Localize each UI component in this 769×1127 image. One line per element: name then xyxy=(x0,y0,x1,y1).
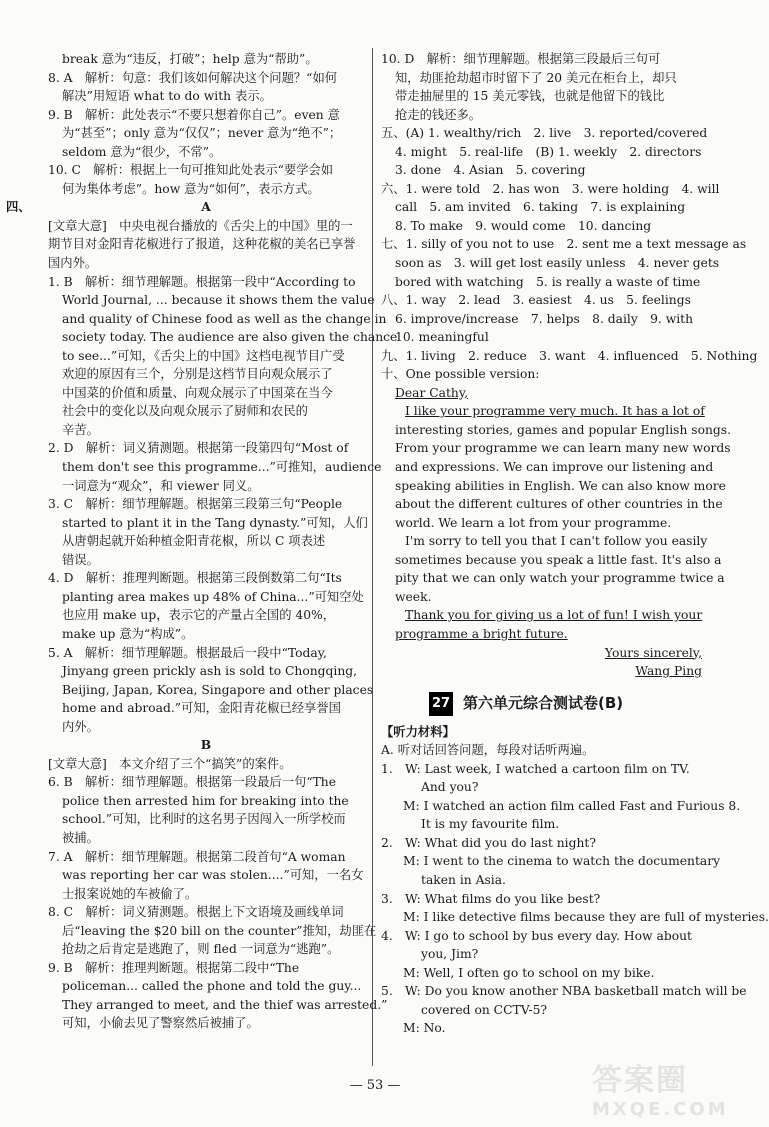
text-line-content: 8. C 解析：词义猜测题。根据上下文语境及画线单词 xyxy=(48,905,344,920)
text-line xyxy=(48,50,364,69)
text-line-content: 可知，小偷去见了警察然后被捕了。 xyxy=(62,1016,259,1031)
watermark-logo xyxy=(592,1055,742,1123)
text-line-content: 3. done 4. Asian 5. covering xyxy=(395,163,586,178)
text-line xyxy=(6,198,364,217)
text-line-content: B xyxy=(200,737,212,753)
text-line-content: 抢劫之后肯定是逃跑了，则 fled 一词意为“逃跑”。 xyxy=(62,942,340,957)
text-line xyxy=(48,180,364,199)
text-line-content: 十、One possible version: xyxy=(381,367,540,382)
text-line xyxy=(48,532,364,551)
text-line-content: 欢迎的原因有三个，分别是这档节目向观众展示了 xyxy=(62,367,333,382)
text-line xyxy=(48,254,364,273)
text-line-content: 社会中的变化以及向观众展示了厨师和农民的 xyxy=(62,404,308,419)
text-line xyxy=(48,829,364,848)
text-line xyxy=(381,143,702,162)
text-line-content: make up 意为“构成”。 xyxy=(62,626,194,641)
text-line-content: 1. B 解析：细节理解题。根据第一段中“According to xyxy=(48,274,356,289)
text-line-content: 抢走的钱还多。 xyxy=(395,107,482,122)
text-line xyxy=(48,959,364,978)
text-line-content: 为“甚至”；only 意为“仅仅”；never 意为“绝不”； xyxy=(62,126,342,141)
text-line-content: policeman... called the phone and told the guy... xyxy=(62,979,362,994)
text-line xyxy=(48,328,398,347)
text-line-content: I like your programme very much. It has a lot of xyxy=(405,404,705,419)
text-line xyxy=(381,347,758,366)
text-line xyxy=(381,254,720,273)
text-line xyxy=(48,87,364,106)
text-line-content: 九、1. living 2. reduce 3. want 4. influenced 5. Nothing xyxy=(381,348,758,363)
text-line xyxy=(48,514,368,533)
text-line-content: 6. B 解析：细节理解题。根据第一段最后一句“The xyxy=(48,775,337,790)
text-line-content: bored with watching 5. is really a waste of time xyxy=(395,274,701,289)
text-line-content: 被捕。 xyxy=(62,830,99,845)
text-line-content: 9. B 解析：此处表示“不要只想着你自己”。even 意 xyxy=(48,107,340,122)
text-line xyxy=(381,1001,702,1020)
column-divider xyxy=(372,48,373,1066)
text-line-content: 后“leaving the $20 bill on the counter”推知，劫匪在 xyxy=(62,923,377,938)
left-column xyxy=(6,50,398,1033)
text-line-content: Wang Ping xyxy=(635,664,702,679)
text-line xyxy=(381,365,702,384)
text-line xyxy=(48,161,364,180)
text-line xyxy=(381,945,702,964)
text-line-content: M: I like detective films because they are full of mysteries. xyxy=(403,910,769,925)
text-line xyxy=(381,890,702,909)
text-line xyxy=(48,885,364,904)
text-line-content: [文章大意] 中央电视台播放的《舌尖上的中国》里的一 xyxy=(48,218,353,233)
text-line-content: 3. C 解析：细节理解题。根据第三段第三句“People xyxy=(48,497,343,512)
text-line xyxy=(48,940,364,959)
text-line-content: And you? xyxy=(421,780,479,795)
text-line-content: 1. W: Last week, I watched a cartoon film on TV. xyxy=(381,761,690,776)
text-line-content: It is my favourite film. xyxy=(421,817,560,832)
text-line xyxy=(48,310,387,329)
text-line-content: 带走抽屉里的 15 美元零钱，也就是他留下的钱比 xyxy=(395,89,665,104)
text-line xyxy=(48,848,364,867)
text-line-content: 9. B 解析：推理判断题。根据第二段中“The xyxy=(48,960,300,975)
text-line xyxy=(381,760,702,779)
text-line xyxy=(48,69,364,88)
text-line xyxy=(381,291,702,310)
text-line xyxy=(381,69,702,88)
text-line xyxy=(48,477,364,496)
text-line-content: 7. A 解析：细节理解题。根据第二段首句“A woman xyxy=(48,849,346,864)
text-line-content: 六、1. were told 2. has won 3. were holding 4. will xyxy=(381,181,720,196)
text-line xyxy=(48,495,364,514)
text-line-content: sometimes because you speak a little fast. It's also a xyxy=(395,552,722,567)
text-line xyxy=(381,723,702,742)
text-line xyxy=(48,439,364,458)
text-line-content: Beijing, Japan, Korea, Singapore and other places xyxy=(62,682,374,697)
text-line xyxy=(381,551,722,570)
text-line-content: 2. D 解析：词义猜测题。根据第一段第四句“Most of xyxy=(48,441,349,456)
text-line xyxy=(48,365,364,384)
text-line xyxy=(381,106,702,125)
text-line xyxy=(48,347,364,366)
text-line xyxy=(381,964,702,983)
text-line-content: police then arrested him for breaking into the xyxy=(62,793,349,808)
text-line-content: World Journal, ... because it shows them the value xyxy=(62,293,375,308)
text-line xyxy=(381,180,720,199)
text-line-content: about the different cultures of other countries in the xyxy=(395,497,723,512)
text-line xyxy=(48,384,364,403)
text-line xyxy=(381,778,702,797)
page-number: — 53 — xyxy=(349,1078,401,1093)
text-line-content: 6. improve/increase 7. helps 8. daily 9. with xyxy=(395,311,694,326)
text-line xyxy=(381,421,731,440)
text-line-content: call 5. am invited 6. taking 7. is explaining xyxy=(395,200,686,215)
text-line-content: Dear Cathy, xyxy=(395,385,469,400)
text-line xyxy=(381,625,702,644)
right-column xyxy=(381,50,769,1038)
text-line-content: 辛苦。 xyxy=(62,422,99,437)
text-line-content: started to plant it in the Tang dynasty.”可知，人们 xyxy=(62,515,368,530)
text-line-content: to see...”可知，《舌尖上的中国》这档电视节目广受 xyxy=(62,348,345,363)
text-line xyxy=(48,922,377,941)
text-line xyxy=(381,644,702,663)
text-line-content: 也应用 make up，表示它的产量占全国的 40%， xyxy=(62,608,336,623)
text-line-content: break 意为“违反，打破”；help 意为“帮助”。 xyxy=(62,52,318,66)
text-line xyxy=(48,736,364,755)
text-line-content: 内外。 xyxy=(62,719,99,734)
text-line-content: home and abroad.”可知，金阳青花椒已经享誉国 xyxy=(62,701,341,716)
text-line-content: 中国菜的价值和质量、向观众展示了中国菜在当今 xyxy=(62,385,333,400)
text-line xyxy=(48,792,364,811)
text-line xyxy=(48,903,364,922)
text-line xyxy=(48,866,364,885)
text-line xyxy=(48,217,364,236)
text-line xyxy=(381,927,702,946)
text-line xyxy=(48,718,364,737)
text-line-content: 错误。 xyxy=(62,552,99,567)
text-line xyxy=(381,198,702,217)
text-line xyxy=(48,977,364,996)
text-line-content: school.”可知，比利时的这名男子因闯入一所学校而 xyxy=(62,812,346,827)
watermark-url: MXQE.COM xyxy=(592,1099,729,1120)
text-line xyxy=(48,996,388,1015)
text-line xyxy=(381,273,702,292)
text-line xyxy=(48,1014,364,1033)
text-line-content: [文章大意] 本文介绍了三个“搞笑”的案件。 xyxy=(48,756,292,771)
text-line-content: 国内外。 xyxy=(48,256,98,271)
text-line xyxy=(48,551,364,570)
text-line xyxy=(48,291,375,310)
text-line xyxy=(381,797,741,816)
text-line xyxy=(381,662,702,681)
text-line-content: 8. To make 9. would come 10. dancing xyxy=(395,218,652,233)
text-line xyxy=(48,273,364,292)
text-line-content: 【听力材料】 xyxy=(381,723,455,739)
text-line xyxy=(48,143,364,162)
text-line xyxy=(48,124,364,143)
text-line xyxy=(48,773,364,792)
text-line xyxy=(381,514,702,533)
text-line-content: A. 听对话回答问题，每段对话听两遍。 xyxy=(381,743,595,758)
text-line-content: you, Jim? xyxy=(421,947,479,962)
text-line xyxy=(48,681,374,700)
text-line xyxy=(381,606,702,625)
text-line-content: 4. might 5. real-life (B) 1. weekly 2. directors xyxy=(395,144,702,159)
text-line-content: Yours sincerely, xyxy=(604,645,702,660)
text-line-content: 从唐朝起就开始种植金阳青花椒，所以 C 项表述 xyxy=(62,534,326,549)
text-line-content: Jinyang green prickly ash is sold to Chongqing, xyxy=(62,664,358,679)
unit-heading xyxy=(381,691,702,717)
text-line-content: pity that we can only watch your programme twice a xyxy=(395,571,725,586)
text-line-content: them don't see this programme...”可推知，audience xyxy=(62,460,382,475)
text-line-content: world. We learn a lot from your programme. xyxy=(395,515,672,530)
text-line-content: M: I went to the cinema to watch the documentary xyxy=(403,854,721,869)
text-line xyxy=(48,588,364,607)
text-line-content: 3. W: What films do you like best? xyxy=(381,891,601,906)
text-line xyxy=(48,106,364,125)
text-line-content: 4. D 解析：推理判断题。根据第三段倒数第二句“Its xyxy=(48,571,342,586)
text-line xyxy=(48,699,364,718)
text-line-content: 10. C 解析：根据上一句可推知此处表示“要学会如 xyxy=(48,163,334,178)
text-line xyxy=(48,625,364,644)
text-line xyxy=(381,852,721,871)
text-line-content: 八、1. way 2. lead 3. easiest 4. us 5. feelings xyxy=(381,293,691,308)
text-line xyxy=(48,810,364,829)
text-line xyxy=(381,477,726,496)
text-line xyxy=(381,50,702,69)
text-line-content: speaking abilities in English. We can also know more xyxy=(395,478,726,493)
text-line-content: 七、1. silly of you not to use 2. sent me a text message as xyxy=(381,237,747,252)
text-line-content: 10. meaningful xyxy=(395,330,489,345)
text-line-content: 期节目对金阳青花椒进行了报道，这种花椒的美名已享誉 xyxy=(48,237,356,252)
text-line-content: 5. W: Do you know another NBA basketball match will be xyxy=(381,984,747,999)
text-line xyxy=(381,402,705,421)
text-line-content: M: I watched an action film called Fast and Furious 8. xyxy=(403,798,741,813)
text-line-content: society today. The audience are also given the chance xyxy=(62,330,398,345)
text-line-content: planting area makes up 48% of China...”可知空处 xyxy=(62,589,364,604)
text-line-content: I'm sorry to tell you that I can't follow you easily xyxy=(405,534,708,549)
text-line xyxy=(381,217,702,236)
section-number: 四、 xyxy=(6,199,31,215)
text-line xyxy=(381,124,708,143)
text-line-content: From your programme we can learn many new words xyxy=(395,441,731,456)
text-line xyxy=(381,458,714,477)
text-line-content: 10. D 解析：细节理解题。根据第三段最后三句可 xyxy=(381,52,661,66)
text-line xyxy=(381,1019,702,1038)
text-line xyxy=(381,588,702,607)
text-line xyxy=(48,235,364,254)
text-line-content: 8. A 解析：句意：我们该如何解决这个问题？“如何 xyxy=(48,70,338,85)
text-line xyxy=(381,161,702,180)
text-line xyxy=(48,458,382,477)
text-line-content: taken in Asia. xyxy=(421,872,506,887)
text-line xyxy=(381,495,723,514)
text-line-content: was reporting her car was stolen....”可知，一名女 xyxy=(62,868,364,883)
unit-title: 第六单元综合测试卷(B) xyxy=(463,694,624,713)
text-line-content: covered on CCTV-5? xyxy=(421,1002,548,1017)
text-line xyxy=(381,982,747,1001)
text-line xyxy=(381,384,702,403)
text-line xyxy=(381,815,702,834)
text-line-content: A xyxy=(201,199,211,215)
text-line xyxy=(48,644,364,663)
text-line-content: week. xyxy=(395,589,432,604)
text-line xyxy=(48,569,364,588)
text-line-content: 5. A 解析：细节理解题。根据最后一段中“Today, xyxy=(48,645,327,660)
text-line xyxy=(381,310,702,329)
text-line-content: soon as 3. will get lost easily unless 4. never gets xyxy=(395,256,720,271)
text-line-content: 2. W: What did you do last night? xyxy=(381,835,596,850)
text-line xyxy=(381,834,702,853)
text-line xyxy=(381,87,702,106)
text-line xyxy=(48,421,364,440)
text-line-content: 何为集体考虑”。how 意为“如何”，表示方式。 xyxy=(62,181,320,196)
text-line-content: 一词意为“观众”，和 viewer 同义。 xyxy=(62,478,260,493)
text-line-content: Thank you for giving us a lot of fun! I wish your xyxy=(405,608,703,623)
unit-number-badge: 27 xyxy=(429,692,453,716)
text-line-content: They arranged to meet, and the thief was arrested.” xyxy=(62,997,388,1012)
text-line xyxy=(381,532,708,551)
text-line xyxy=(381,439,731,458)
text-line-content: interesting stories, games and popular English songs. xyxy=(395,422,731,437)
text-line-content: seldom 意为“很少，不常”。 xyxy=(62,144,222,159)
text-line xyxy=(381,871,702,890)
text-line-content: and quality of Chinese food as well as the change in xyxy=(62,311,387,326)
text-line xyxy=(48,662,364,681)
text-line xyxy=(381,908,769,927)
text-line-content: M: Well, I often go to school on my bike. xyxy=(403,965,655,980)
text-line-content: 士报案说她的车被偷了。 xyxy=(62,886,198,901)
text-line xyxy=(48,606,364,625)
text-line xyxy=(48,402,364,421)
text-line-content: M: No. xyxy=(403,1021,446,1036)
text-line xyxy=(381,328,702,347)
text-line-content: 解决”用短语 what to do with 表示。 xyxy=(62,89,272,104)
text-line xyxy=(48,755,364,774)
text-line xyxy=(381,741,702,760)
text-line-content: and expressions. We can improve our listening and xyxy=(395,460,714,475)
text-line xyxy=(381,235,747,254)
text-line-content: 五、(A) 1. wealthy/rich 2. live 3. reported/covered xyxy=(381,126,708,141)
text-line xyxy=(381,569,725,588)
text-line-content: programme a bright future. xyxy=(395,626,568,641)
watermark-text: 答案圈 xyxy=(592,1063,688,1098)
text-line-content: 4. W: I go to school by bus every day. How about xyxy=(381,928,692,943)
text-line-content: 知，劫匪抢劫超市时留下了 20 美元在柜台上，却只 xyxy=(395,70,677,85)
